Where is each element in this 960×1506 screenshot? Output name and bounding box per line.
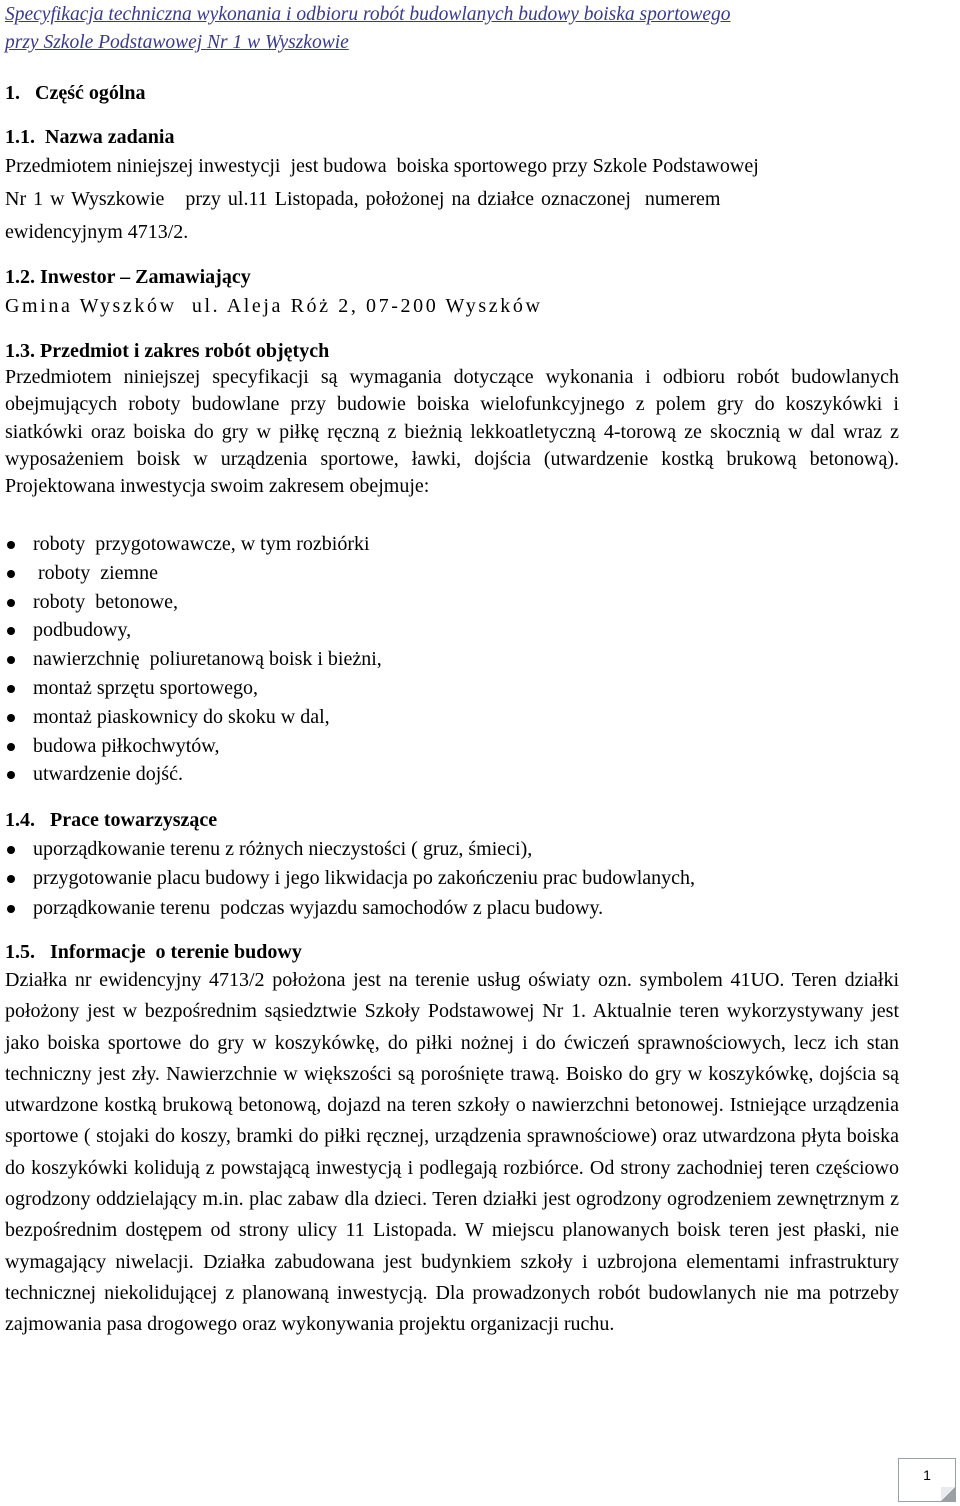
page-fold-inner-icon [941, 1487, 954, 1500]
list-item-text: utwardzenie dojść. [33, 763, 183, 786]
accompanying-works-list [0, 835, 695, 923]
list-item [0, 732, 382, 761]
document-header [5, 1, 925, 57]
bullet-icon [7, 875, 15, 883]
section-1-title: 1. Część ogólna [5, 82, 146, 104]
section-1-5-title: 1.5. Informacje o terenie budowy [5, 941, 302, 963]
section-1-4-title: 1.4. Prace towarzyszące [5, 809, 218, 831]
list-item-text: roboty ziemne [33, 561, 158, 584]
list-item-text: porządkowanie terenu podczas wyjazdu samochodów z placu budowy. [33, 896, 604, 919]
bullet-icon [7, 599, 15, 607]
header-line-2: przy Szkole Podstawowej Nr 1 w Wyszkowie [5, 32, 349, 53]
list-item [0, 674, 382, 703]
list-item [0, 894, 695, 923]
section-1-1-line: Nr 1 w Wyszkowie przy ul.11 Listopada, położonej na działce oznaczonej numerem [5, 188, 721, 210]
list-item-text: roboty betonowe, [33, 590, 178, 613]
section-1-1-text [5, 150, 899, 249]
list-item [0, 559, 382, 588]
section-1-3-text: Przedmiotem niniejszej specyfikacji są wymagania dotyczące wykonania i odbioru robót budowlanych obejmujących roboty budowlane przy budowie boiska wielofunkcyjnego z polem gry do koszykówki i siatkówki oraz boiska do gry w piłkę ręczną z bieżnią lekkoatletyczną 4-torową ze skocznią w dal wraz z wyposażeniem boisk w urządzenia sportowe, ławki, dojścia (utwardzenie kostką brukową betonową). Projektowana inwestycja swoim zakresem obejmuje: [5, 366, 899, 498]
list-item [0, 760, 382, 789]
section-1-5-text: Działka nr ewidencyjny 4713/2 położona jest na terenie usług oświaty ozn. symbolem 41UO. Teren działki położony jest w bezpośrednim sąsiedztwie Szkoły Podstawowej Nr 1. Aktualnie teren wykorzystywany jest jako boiska sportowe do gry w koszykówkę, do piłki nożnej i do ćwiczeń sprawnościowych, lecz ich stan techniczny jest zły. Nawierzchnie w większości są porośnięte trawą. Boisko do gry w koszykówkę, dojścia są utwardzone kostką brukową betonową, dojazd na teren szkoły o nawierzchni betonowej. Istniejące urządzenia sportowe ( stojaki do koszy, bramki do piłki ręcznej, urządzenia sprawnościowe) oraz utwardzona płyta boiska do koszykówki kolidują z powstającą inwestycją i podlegają rozbiórce. Od strony zachodniej teren częściowo ogrodzony oddzielający m.in. plac zabaw dla dzieci. Teren działki jest ogrodzony ogrodzeniem zewnętrznym z bezpośrednim dostępem od strony ulicy 11 Listopada. W miejscu planowanych boisk teren jest płaski, nie wymagający niwelacji. Działka zabudowana jest budynkiem szkoły i uzbrojona elementami infrastruktury technicznej niekolidującej z planowaną inwestycją. Dla prowadzonych robót budowlanych nie ma potrzeby zajmowania pasa drogowego oraz wykonywania projektu organizacji ruchu. [5, 969, 899, 1336]
bullet-icon [7, 714, 15, 722]
header-line-1: Specyfikacja techniczna wykonania i odbioru robót budowlanych budowy boiska sportowego [5, 4, 731, 25]
investor-address: Gmina Wyszków ul. Aleja Róż 2, 07-200 Wyszków [5, 295, 543, 317]
section-1-2-title: 1.2. Inwestor – Zamawiający [5, 266, 251, 288]
scope-list [0, 530, 382, 789]
list-item-text: nawierzchnię poliuretanową boisk i bieżni, [33, 648, 382, 671]
list-item [0, 530, 382, 559]
bullet-icon [7, 541, 15, 549]
section-1-1-line: Przedmiotem niniejszej inwestycji jest budowa boiska sportowego przy Szkole Podstawowej [5, 155, 759, 177]
list-item-text: roboty przygotowawcze, w tym rozbiórki [33, 533, 370, 555]
list-item [0, 835, 695, 864]
bullet-icon [7, 905, 15, 913]
list-item [0, 864, 695, 893]
section-1-1-title: 1.1. Nazwa zadania [5, 126, 175, 148]
list-item-text: montaż piaskownicy do skoku w dal, [33, 705, 330, 728]
list-item-text: budowa piłkochwytów, [33, 734, 220, 757]
bullet-icon [7, 685, 15, 693]
list-item-text: podbudowy, [33, 619, 132, 642]
bullet-icon [7, 771, 15, 779]
bullet-icon [7, 656, 15, 664]
list-item [0, 616, 382, 645]
list-item-text: przygotowanie placu budowy i jego likwidacja po zakończeniu prac budowlanych, [33, 867, 696, 890]
list-item-text: montaż sprzętu sportowego, [33, 676, 258, 699]
list-item [0, 645, 382, 674]
list-item-text: uporządkowanie terenu z różnych nieczystości ( gruz, śmieci), [33, 838, 533, 860]
bullet-icon [7, 570, 15, 578]
bullet-icon [7, 743, 15, 751]
list-item [0, 703, 382, 732]
list-item [0, 588, 382, 617]
page-number: 1 [923, 1467, 931, 1483]
page-number-box [898, 1458, 956, 1502]
bullet-icon [7, 627, 15, 635]
section-1-3-title: 1.3. Przedmiot i zakres robót objętych [5, 340, 330, 362]
bullet-icon [7, 846, 15, 854]
section-1-1-line: ewidencyjnym 4713/2. [5, 221, 189, 243]
